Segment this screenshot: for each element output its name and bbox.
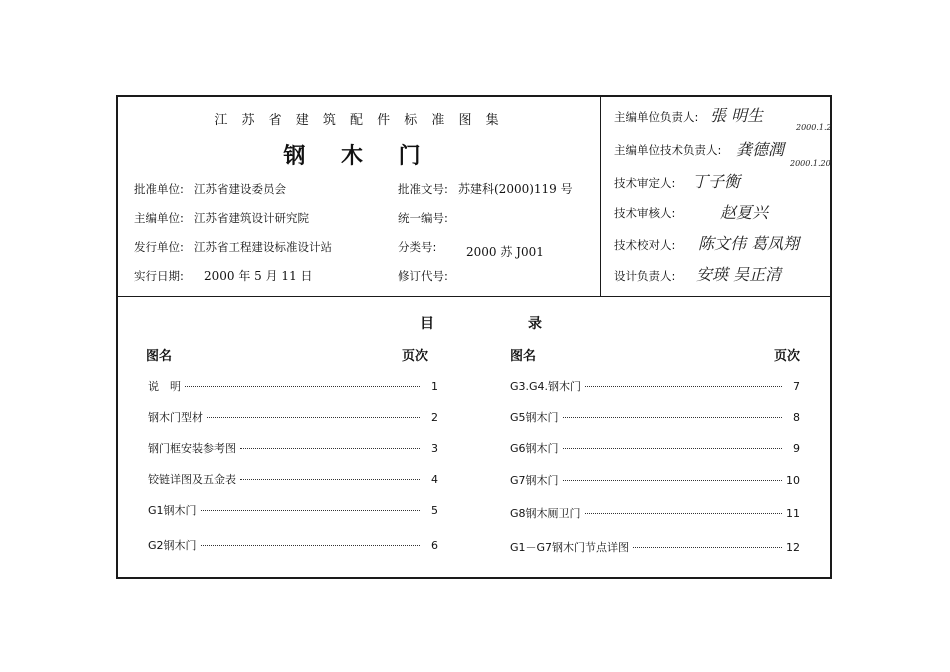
approval-unit-label: 批准单位:	[134, 182, 184, 196]
toc-item-name: G6钢木门	[510, 442, 559, 455]
doc-no-label: 批准文号:	[398, 182, 448, 196]
toc-item[interactable]	[510, 378, 800, 394]
toc-item[interactable]	[510, 472, 800, 488]
dot-leader	[633, 547, 782, 548]
handwritten-signature: 丁子衡	[692, 172, 741, 191]
toc-item[interactable]	[510, 539, 800, 555]
toc-item-page: 7	[793, 380, 800, 393]
handwritten-signature: 赵夏兴	[720, 203, 769, 222]
series-title: 江 苏 省 建 筑 配 件 标 准 图 集	[214, 113, 504, 128]
toc-item-name: 铰链详图及五金表	[148, 473, 236, 486]
editor-unit: 江苏省建筑设计研究院	[194, 211, 309, 225]
toc-item-page: 11	[786, 507, 800, 520]
unified-no-label: 统一编号:	[398, 211, 448, 225]
handwritten-signature: 龚德潤	[736, 140, 785, 159]
toc-item[interactable]	[510, 440, 800, 456]
category-label: 分类号:	[398, 240, 437, 254]
toc-header-name: 图名	[510, 349, 537, 364]
toc-title-left: 目	[420, 316, 434, 332]
dot-leader	[185, 386, 420, 387]
toc-header-page: 页次	[774, 349, 801, 364]
toc-item-page: 8	[793, 411, 800, 424]
handwritten-signature: 安瑛 吴正清	[696, 265, 782, 284]
signature-label: 技术校对人:	[614, 238, 676, 252]
doc-no: 苏建科(2000)119 号	[458, 182, 573, 196]
divider-horizontal	[118, 296, 830, 297]
signature-label: 主编单位技术负责人:	[614, 143, 722, 157]
dot-leader	[240, 448, 420, 449]
toc-item[interactable]	[148, 409, 438, 425]
dot-leader	[585, 386, 782, 387]
dot-leader	[240, 479, 420, 480]
toc-item-name: 说 明	[148, 380, 181, 393]
toc-title-right: 录	[528, 316, 542, 332]
dot-leader	[207, 417, 420, 418]
toc-item-page: 1	[431, 380, 438, 393]
category-no: 2000 苏 J001	[466, 245, 544, 259]
toc-item-name: G1－G7钢木门节点详图	[510, 541, 630, 554]
toc-item-page: 4	[431, 473, 438, 486]
handwritten-signature: 張 明生	[710, 106, 764, 125]
publisher-label: 发行单位:	[134, 240, 184, 254]
toc-item-name: G1钢木门	[148, 504, 197, 517]
dot-leader	[201, 510, 420, 511]
toc-item-page: 5	[431, 504, 438, 517]
toc-item-page: 9	[793, 442, 800, 455]
dot-leader	[563, 480, 782, 481]
signature-date: 2000.1.20	[790, 159, 831, 168]
main-title: 钢 木 门	[283, 144, 435, 169]
approval-unit: 江苏省建设委员会	[194, 182, 286, 196]
toc-item-page: 2	[431, 411, 438, 424]
toc-item-name: G8钢木厕卫门	[510, 507, 581, 520]
toc-item-page: 6	[431, 539, 438, 552]
toc-item-page: 3	[431, 442, 438, 455]
toc-header-name: 图名	[146, 349, 173, 364]
effective-date: 2000 年 5 月 11 日	[204, 269, 313, 283]
dot-leader	[563, 417, 782, 418]
toc-item[interactable]	[148, 502, 438, 518]
toc-item-page: 12	[786, 541, 800, 554]
toc-item-name: G7钢木门	[510, 474, 559, 487]
signature-label: 主编单位负责人:	[614, 110, 699, 124]
title-block-frame	[116, 95, 832, 579]
dot-leader	[201, 545, 420, 546]
toc-item[interactable]	[148, 537, 438, 553]
divider-vertical	[600, 97, 601, 296]
toc-item[interactable]	[510, 409, 800, 425]
revision-label: 修订代号:	[398, 269, 448, 283]
toc-item-name: 钢木门型材	[148, 411, 203, 424]
toc-item[interactable]	[148, 440, 438, 456]
toc-item-name: G5钢木门	[510, 411, 559, 424]
dot-leader	[585, 513, 782, 514]
toc-header-page: 页次	[402, 349, 429, 364]
dot-leader	[563, 448, 782, 449]
signature-label: 技术审核人:	[614, 206, 676, 220]
editor-unit-label: 主编单位:	[134, 211, 184, 225]
signature-label: 技术审定人:	[614, 176, 676, 190]
toc-item[interactable]	[510, 505, 800, 521]
toc-item-name: G2钢木门	[148, 539, 197, 552]
toc-item[interactable]	[148, 471, 438, 487]
toc-item[interactable]	[148, 378, 438, 394]
signature-label: 设计负责人:	[614, 269, 676, 283]
publisher: 江苏省工程建设标准设计站	[194, 240, 332, 254]
date-label: 实行日期:	[134, 269, 184, 283]
handwritten-signature: 陈文伟 葛凤翔	[698, 234, 800, 253]
toc-item-name: G3.G4.钢木门	[510, 380, 582, 393]
toc-item-name: 钢门框安装参考图	[148, 442, 236, 455]
signature-date: 2000.1.2	[796, 123, 832, 132]
toc-item-page: 10	[786, 474, 800, 487]
